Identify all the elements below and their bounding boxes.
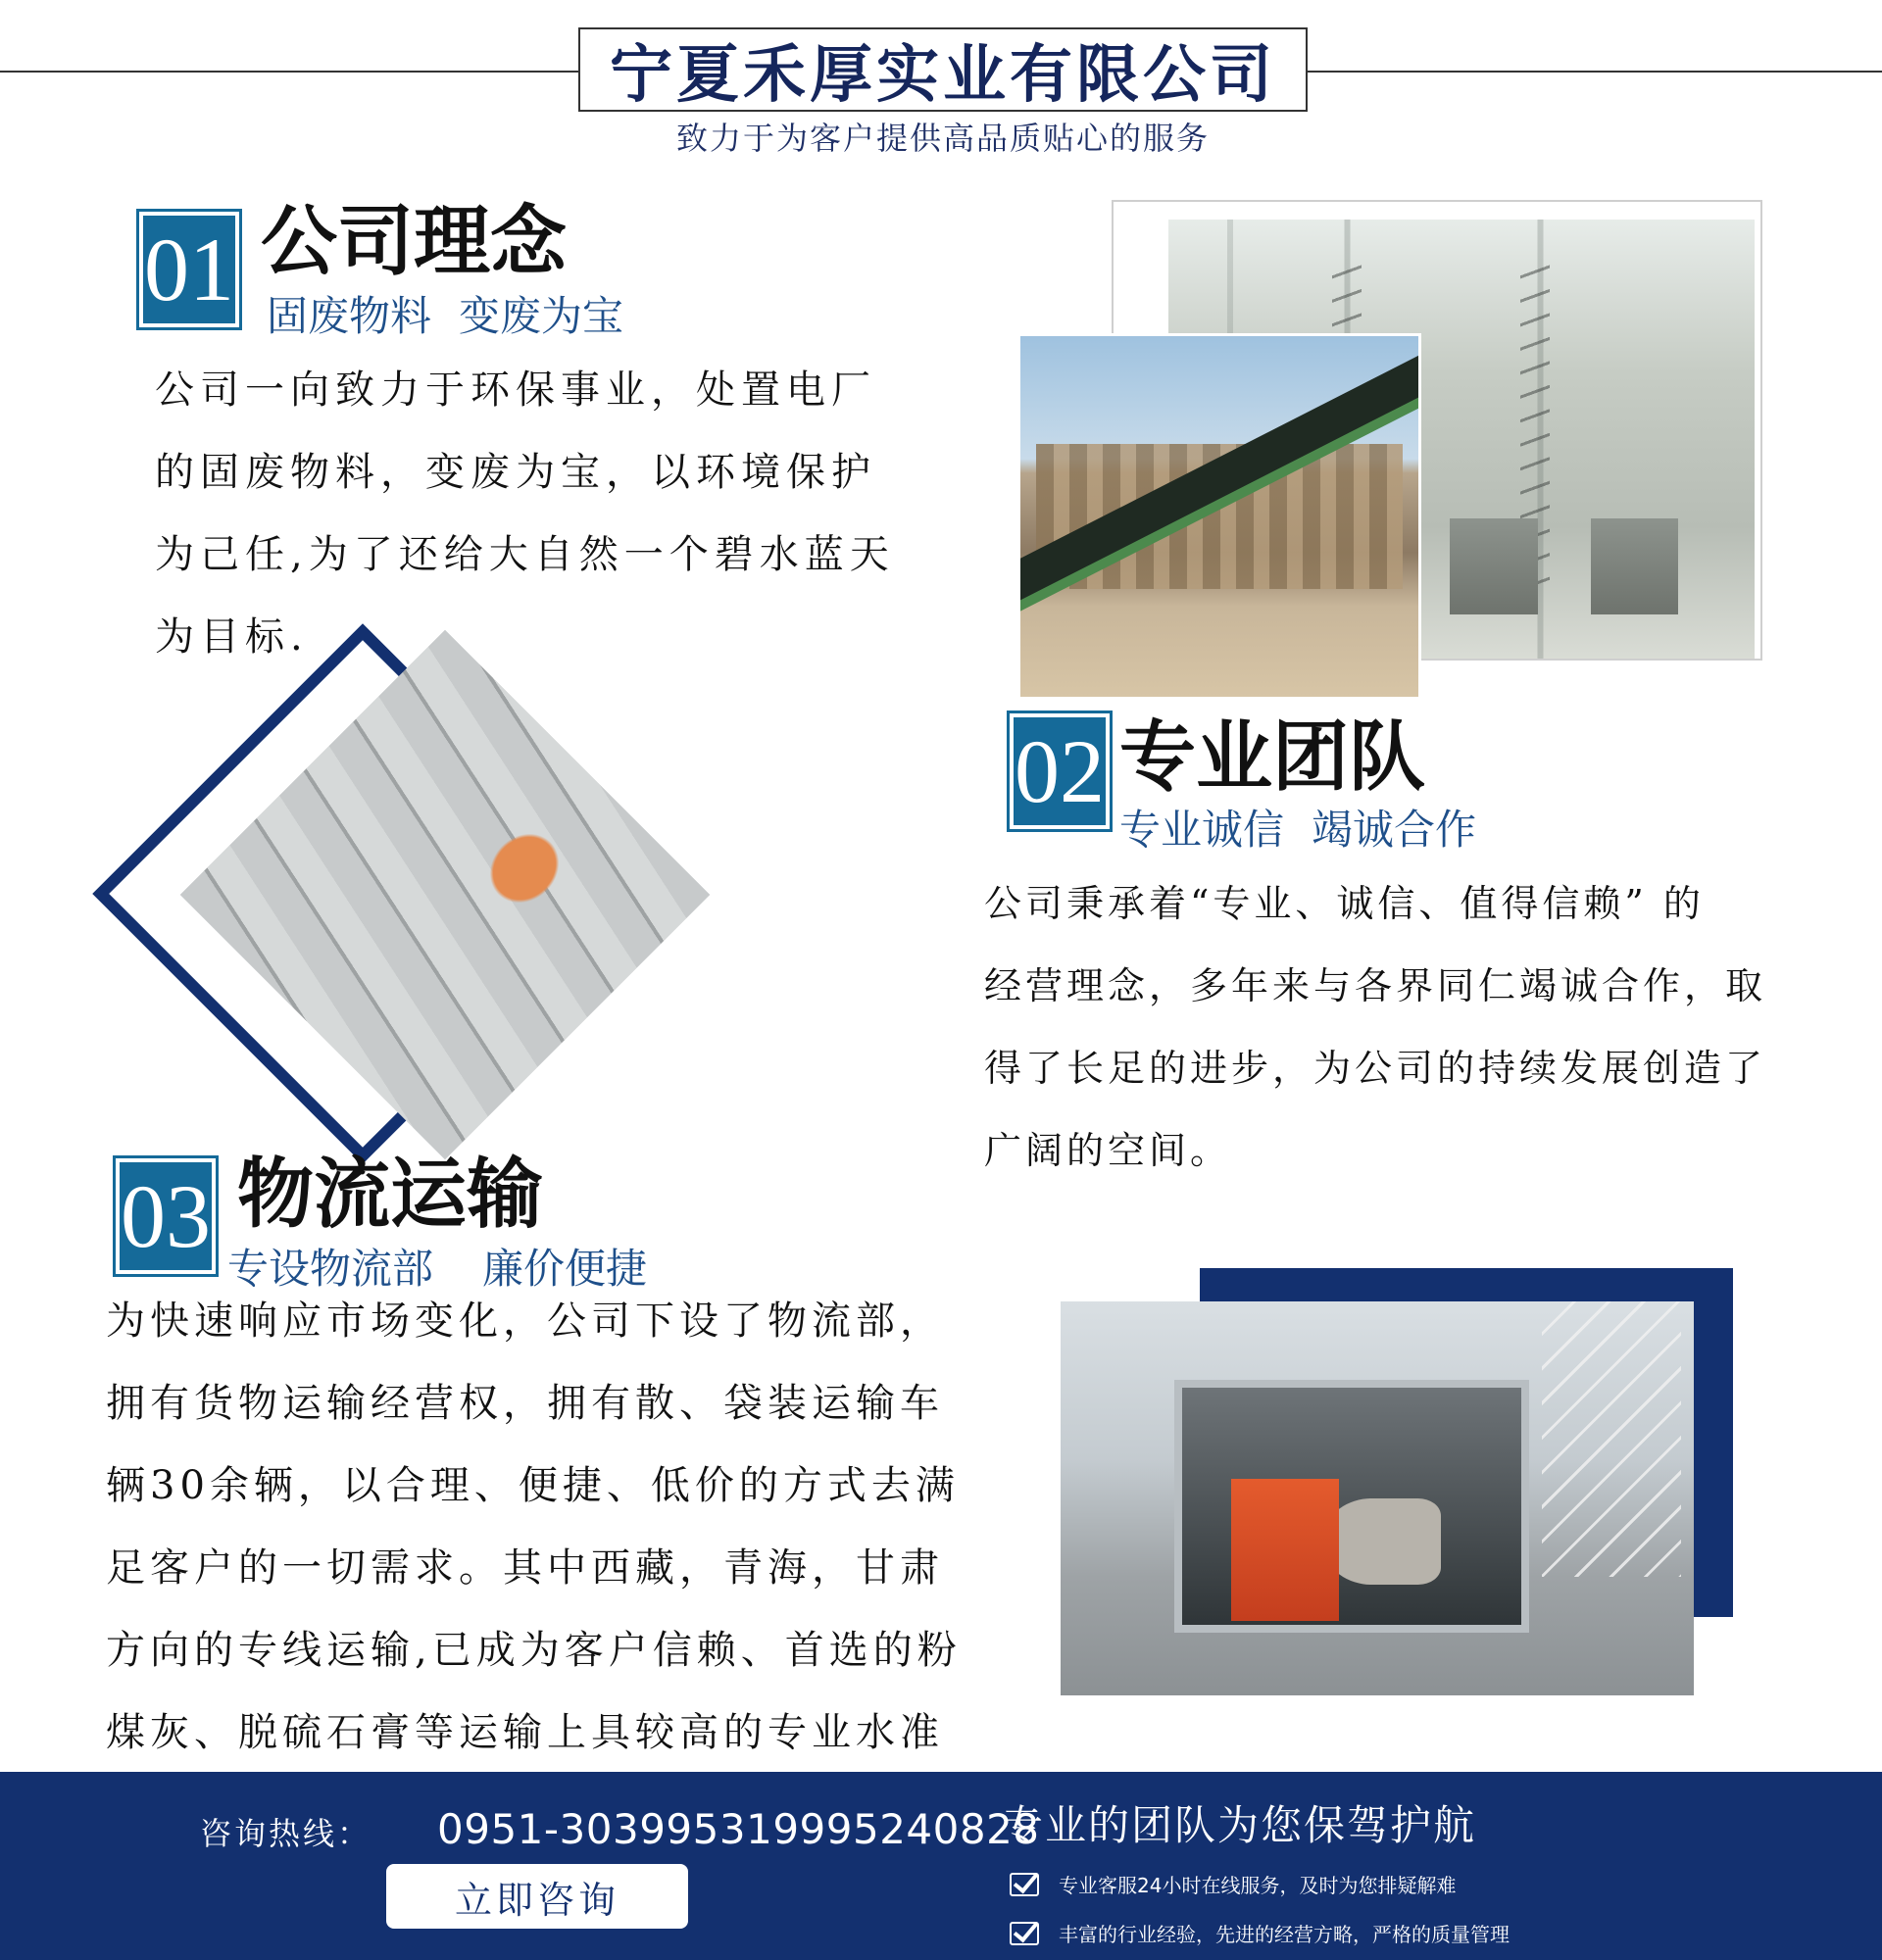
- text-line: 足客户的一切需求。其中西藏，青海，甘肃: [106, 1545, 944, 1591]
- truck-photo: [1061, 1301, 1694, 1695]
- feature-item: [1010, 1870, 1456, 1898]
- hotline-label: 咨询热线：: [200, 1815, 372, 1852]
- truck-tank: [1326, 1498, 1440, 1585]
- truck-cab: [1231, 1479, 1339, 1621]
- text-line: 为己任,为了还给大自然一个碧水蓝天: [155, 532, 895, 577]
- text-line: 的固废物料，变废为宝，以环境保护: [155, 450, 876, 495]
- text-line: 方向的专线运输,已成为客户信赖、首选的粉: [106, 1628, 962, 1673]
- section-text-philosophy: [155, 349, 959, 678]
- section-text-logistics: [106, 1280, 1047, 1774]
- section-title-team: 专业团队: [1119, 713, 1426, 802]
- checkbox-icon: [1010, 1922, 1039, 1945]
- checkbox-icon: [1010, 1873, 1039, 1896]
- header-rule-right: [1308, 71, 1882, 73]
- subtitle-part: 变废为宝: [459, 292, 624, 340]
- text-line: 经营理念，多年来与各界同仁竭诚合作，取: [984, 964, 1767, 1007]
- section-text-team: [984, 862, 1866, 1192]
- text-line: 拥有货物运输经营权，拥有散、袋装运输车: [106, 1381, 944, 1426]
- subtitle-part: 专业诚信: [1119, 806, 1285, 854]
- section-title-philosophy: 公司理念: [261, 198, 568, 286]
- feature-item: [1010, 1919, 1510, 1947]
- silo-door: [1591, 518, 1679, 615]
- section-title-logistics: 物流运输: [237, 1151, 544, 1239]
- hotline-number[interactable]: 0951-303995319995240828: [437, 1805, 1040, 1853]
- subtitle-part: 竭诚合作: [1312, 806, 1477, 854]
- subtitle-part: 廉价便捷: [482, 1245, 648, 1293]
- text-line: 为快速响应市场变化，公司下设了物流部，: [106, 1298, 944, 1344]
- text-line: 为目标.: [155, 614, 309, 660]
- bags-photo: [180, 630, 710, 1159]
- footer-slogan: 专业的团队为您保驾护航: [1002, 1801, 1477, 1849]
- feature-text: 专业客服24小时在线服务，及时为您排疑解难: [1059, 1874, 1457, 1897]
- section-number-01: 01: [139, 212, 239, 327]
- company-tagline: 致力于为客户提供高品质贴心的服务: [675, 120, 1210, 157]
- header-title-box: [578, 27, 1308, 112]
- text-line: 辆30余辆，以合理、便捷、低价的方式去满: [106, 1463, 960, 1508]
- section-subtitle-team: [1119, 806, 1477, 854]
- feature-text: 丰富的行业经验，先进的经营方略，严格的质量管理: [1059, 1923, 1510, 1946]
- text-line: 公司一向致力于环保事业，处置电厂: [155, 368, 876, 413]
- footer-bar: [0, 1772, 1882, 1960]
- section-number-02: 02: [1010, 713, 1110, 829]
- consult-now-button[interactable]: 立即咨询: [386, 1864, 688, 1929]
- section-subtitle-philosophy: [267, 292, 624, 340]
- subtitle-part: 专设物流部: [227, 1245, 434, 1293]
- text-line: 煤灰、脱硫石膏等运输上具较高的专业水准: [106, 1710, 944, 1755]
- text-line: 公司秉承着“专业、诚信、值得信赖” 的: [984, 882, 1705, 925]
- subtitle-part: 固废物料: [267, 292, 432, 340]
- text-line: 广阔的空间。: [984, 1129, 1232, 1172]
- section-number-03: 03: [116, 1158, 216, 1274]
- steel-stairs: [1542, 1301, 1681, 1577]
- company-name: 宁夏禾厚实业有限公司: [610, 39, 1276, 112]
- text-line: 得了长足的进步，为公司的持续发展创造了: [984, 1047, 1767, 1090]
- header-rule-left: [0, 71, 578, 73]
- silo-door: [1450, 518, 1538, 615]
- conveyor-photo: [1017, 333, 1421, 700]
